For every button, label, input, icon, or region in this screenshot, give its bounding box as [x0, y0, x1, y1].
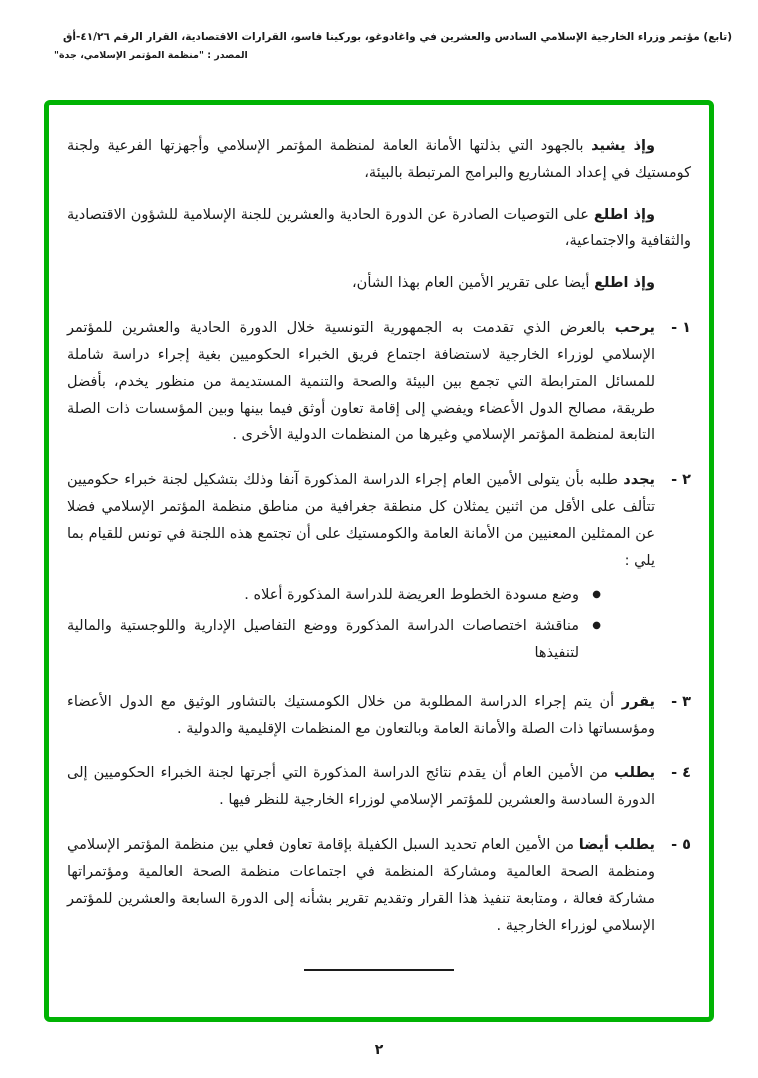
resolution-body	[67, 133, 691, 971]
item-number: ٣ -	[671, 693, 691, 710]
resolution-item-2	[67, 467, 691, 671]
item-text	[67, 832, 655, 939]
item-text	[67, 467, 655, 671]
item-body-text: أن يتم إجراء الدراسة المطلوبة من خلال الكومستيك بالتشاور الوثيق مع الدول الأعضاء ومؤسساتها ذات الصلة والأمانة العامة وبالتعاون مع المنظمات الإقليمية والدولية .	[67, 693, 655, 737]
bullet-item-2	[67, 613, 601, 667]
bullet-list	[67, 574, 655, 666]
item-lead: يقرر	[621, 693, 655, 710]
bullet-text: وضع مسودة الخطوط العريضة للدراسة المذكورة أعلاه .	[244, 587, 579, 604]
item-text	[67, 689, 655, 743]
resolution-item-5	[67, 832, 691, 939]
resolution-item-1	[67, 315, 691, 449]
section-divider	[304, 969, 454, 971]
bullet-text: مناقشة اختصاصات الدراسة المذكورة ووضع التفاصيل الإدارية واللوجستية والمالية لتنفيذها	[67, 618, 579, 661]
resolution-item-3	[67, 689, 691, 743]
preamble-paragraph-2	[67, 202, 691, 256]
header-citation: (تابع) مؤتمر وزراء الخارجية الإسلامي السادس والعشرين في واغادوغو، بوركينا فاسو، القرارات الاقتصادية، القرار الرقم ٤١/٢٦-أق	[62, 31, 732, 43]
document-header	[0, 0, 758, 61]
item-body-text: من الأمين العام تحديد السبل الكفيلة بإقامة تعاون فعلي بين منظمة المؤتمر الإسلامي ومنظمة الصحة العالمية ومشاركة المنظمة في اجتماعات منظمة الصحة العالمية ومؤتمراتها مشاركة فعالة ، ومتابعة تنفيذ هذا القرار وتقديم تقرير بشأنه إلى الدورة السابعة والعشرين للمؤتمر الإسلامي لوزراء الخارجية .	[67, 837, 655, 934]
resolution-border-box	[44, 100, 714, 1022]
item-lead: يرحب	[614, 320, 655, 337]
item-text	[67, 315, 655, 449]
preamble-lead: وإذ اطلع	[594, 275, 655, 292]
item-lead: يطلب	[614, 765, 656, 782]
preamble-text: بالجهود التي بذلتها الأمانة العامة لمنظمة المؤتمر الإسلامي وأجهزتها الفرعية ولجنة كومستيك في إعداد المشاريع والبرامج المرتبطة بالبيئة،	[67, 138, 691, 181]
page-number: ٢	[374, 1042, 384, 1058]
item-number: ٥ -	[671, 837, 691, 854]
header-source: المصدر : "منظمة المؤتمر الإسلامي، جدة"	[54, 49, 248, 61]
item-body-text: بالعرض الذي تقدمت به الجمهورية التونسية خلال الدورة الحادية والعشرين للمؤتمر الإسلامي لوزراء الخارجية لاستضافة اجتماع فريق الخبراء الحكوميين بغية إجراء دراسة شاملة للمسائل المترابطة التي تجمع بين البيئة والصحة والتنمية المستديمة من منظور يخدم، بأفضل طريقة، مصالح الدول الأعضاء ويفضي إلى إقامة تعاون أوثق فيما بينها وبين المؤسسات ذات الصلة التابعة لمنظمة المؤتمر الإسلامي وغيرها من المنظمات الدولية الأخرى .	[67, 320, 655, 444]
item-body-text: طلبه بأن يتولى الأمين العام إجراء الدراسة المذكورة آنفا وذلك بتشكيل لجنة خبراء حكوميين تتألف على الأقل من اثنين يمثلان كل منطقة جغرافية من مناطق منظمة المؤتمر الإسلامي فضلا عن الممثلين المعنيين من الأمانة العامة والكومستيك على أن تجتمع هذه اللجنة في تونس للقيام بما يلي :	[67, 472, 655, 569]
resolution-item-4	[67, 760, 691, 814]
preamble-lead: وإذ يشيد	[591, 138, 656, 154]
item-lead: يجدد	[623, 472, 655, 489]
item-body-text: من الأمين العام أن يقدم نتائج الدراسة المذكورة التي أجرتها لجنة الخبراء الحكوميين إلى الدورة السادسة والعشرين للمؤتمر الإسلامي لوزراء الخارجية للنظر فيها .	[67, 765, 655, 809]
item-lead: يطلب أيضا	[578, 837, 655, 854]
item-text	[67, 760, 655, 814]
preamble-paragraph-1	[67, 133, 691, 187]
preamble-lead: وإذ اطلع	[593, 206, 656, 223]
preamble-paragraph-3	[67, 270, 691, 297]
preamble-text: أيضا على تقرير الأمين العام بهذا الشأن،	[351, 275, 590, 292]
bullet-item-1	[67, 582, 601, 609]
bullet-icon: ●	[592, 589, 601, 601]
item-number: ٢ -	[671, 472, 691, 489]
bullet-icon: ●	[592, 620, 601, 632]
item-number: ٤ -	[671, 765, 691, 782]
preamble-text: على التوصيات الصادرة عن الدورة الحادية والعشرين للجنة الإسلامية للشؤون الاقتصادية والثقافية والاجتماعية،	[67, 206, 691, 250]
item-number: ١ -	[671, 320, 691, 337]
